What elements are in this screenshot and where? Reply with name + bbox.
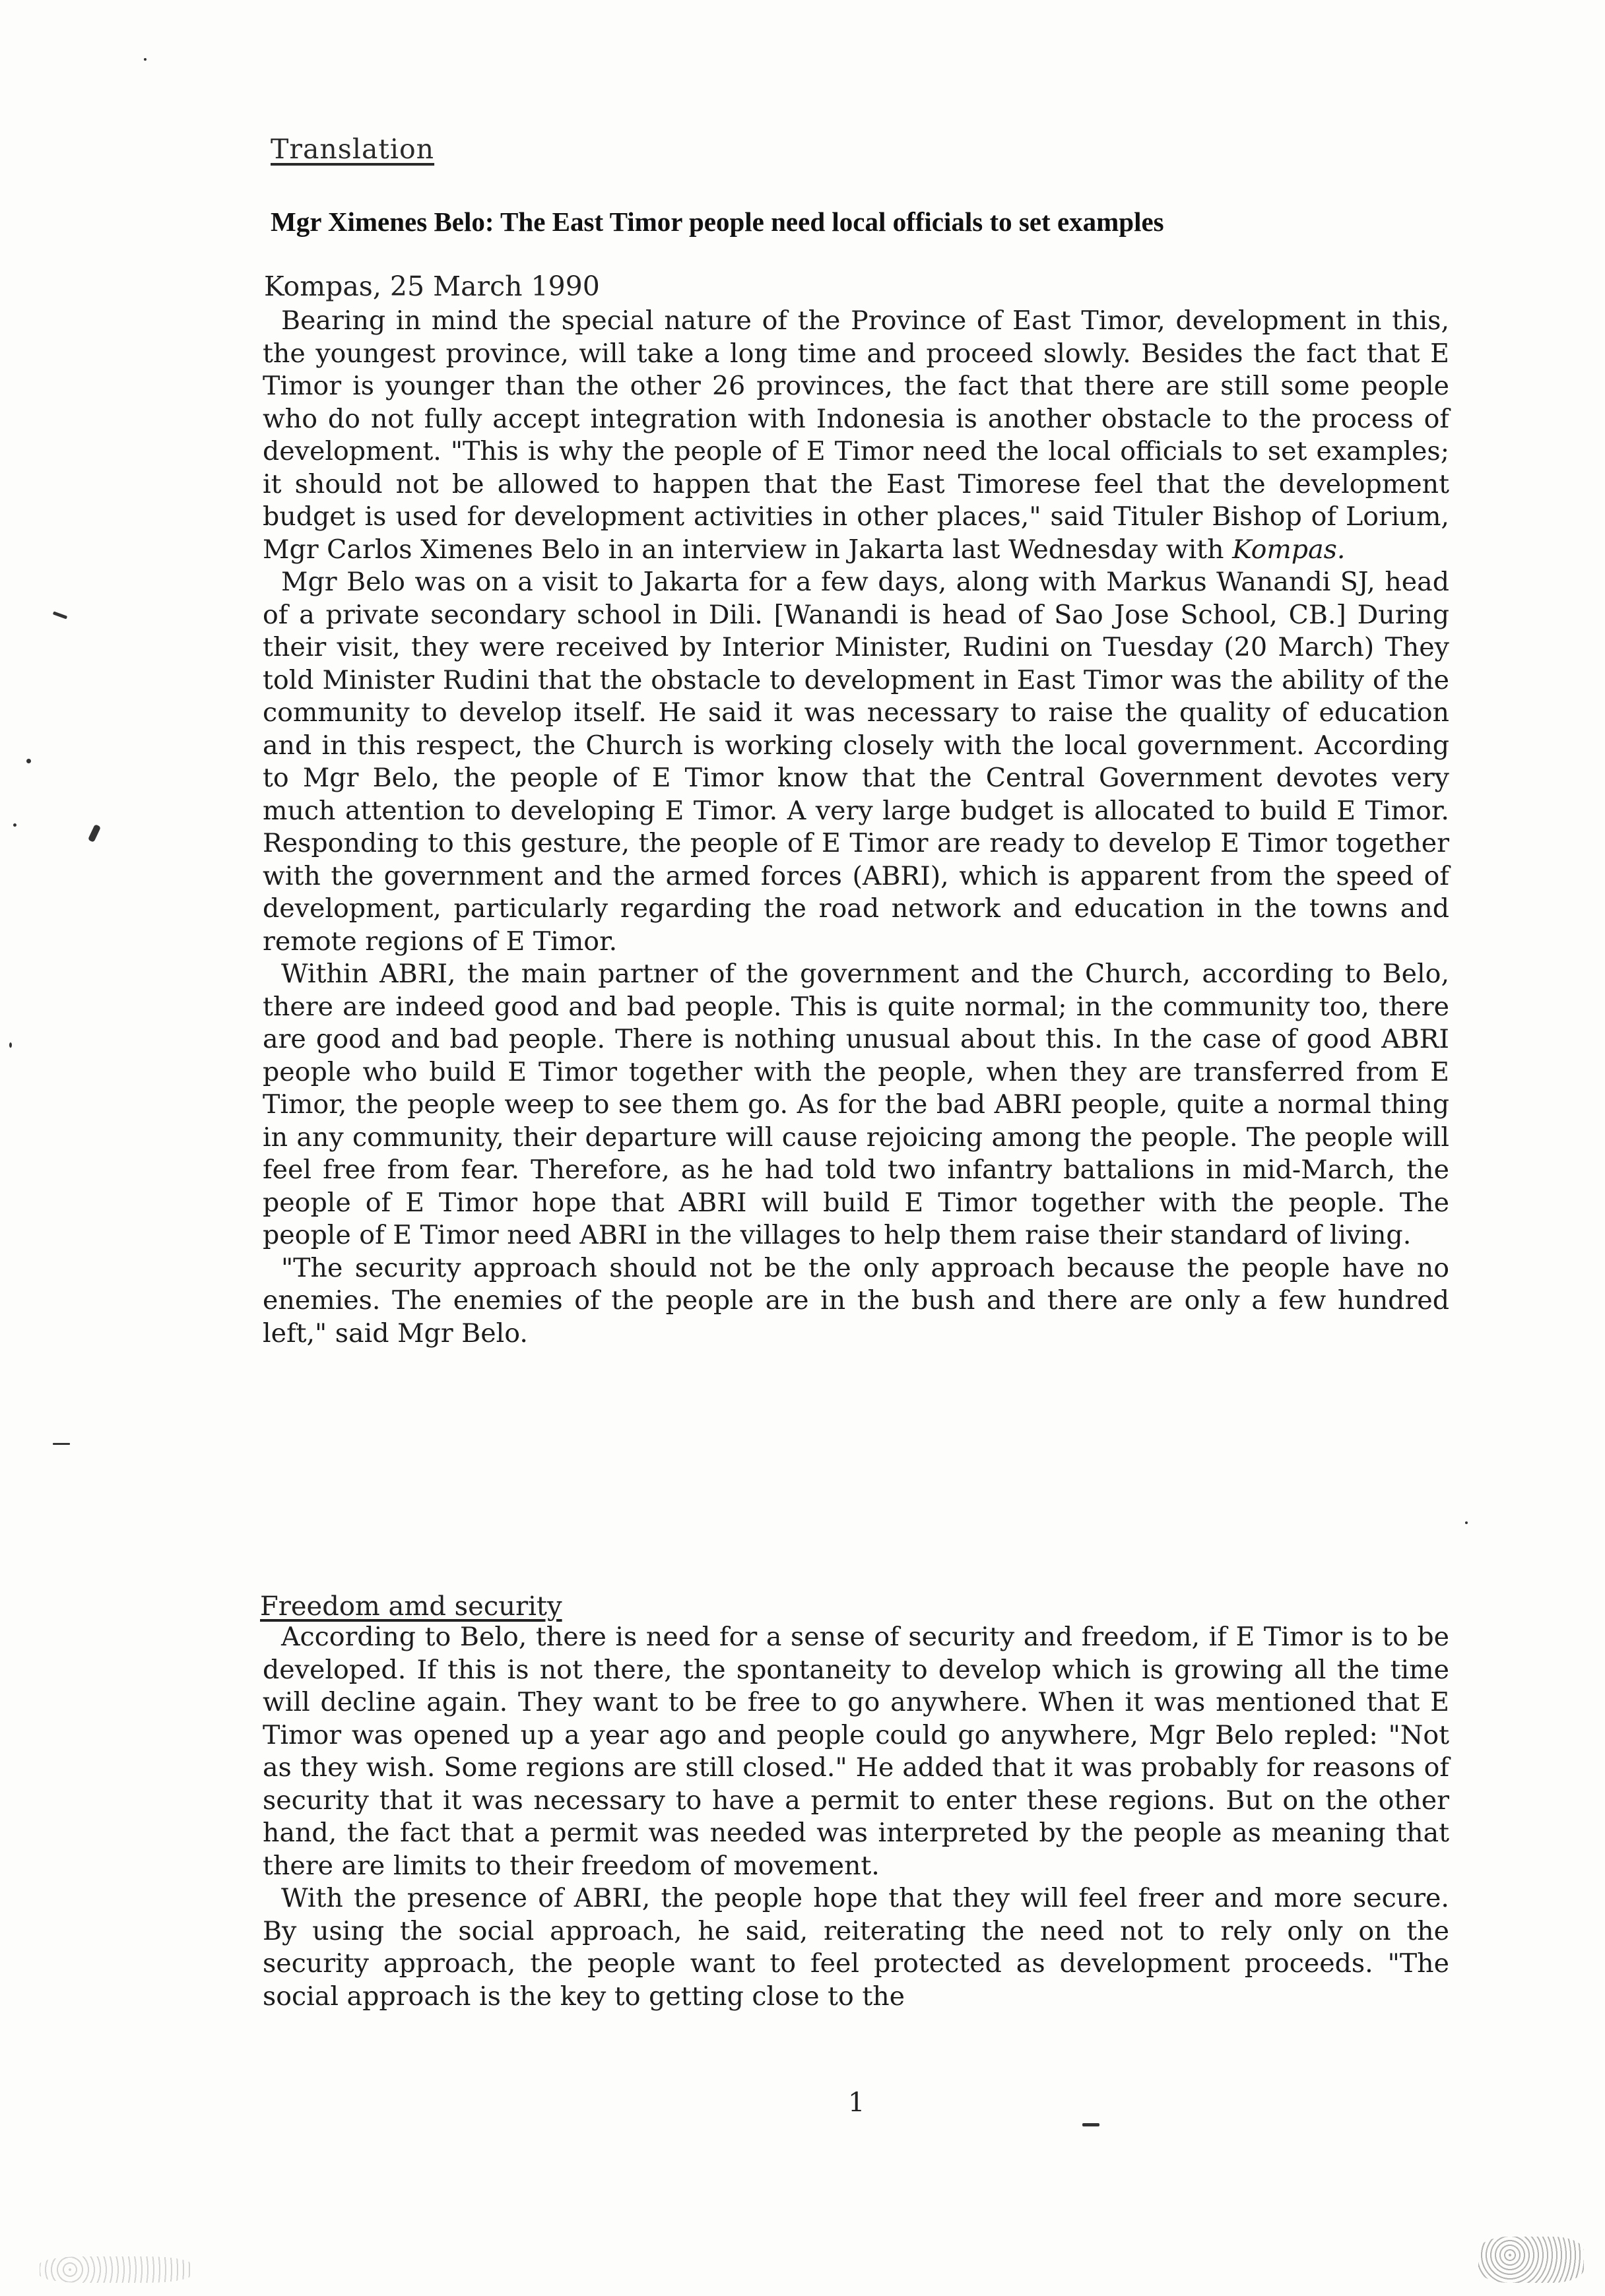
scan-speck bbox=[13, 823, 16, 827]
page-number: 1 bbox=[848, 2088, 865, 2118]
scan-speck bbox=[53, 611, 67, 619]
source-name: Kompas. bbox=[1232, 534, 1346, 565]
scan-speck bbox=[144, 58, 147, 61]
paragraph-4: "The security approach should not be the only approach because the people have no enemies. The enemies of the people are in the bush and there are only a few hundred left," said Mgr Belo. bbox=[263, 1252, 1449, 1349]
paragraph-5: According to Belo, there is need for a sense of security and freedom, if E Timor is to be developed. If this is not there, the spontaneity to develop which is growing all the time will decline again. They want to be free to go anywhere. When it was mentioned that E Timor was opened up a year ago and people could go anywhere, Mgr Belo repled: "Not as they wish. Some regions are still closed." He added that it was probably for reasons of security that it was necessary to have a permit to enter these regions. But on the other hand, the fact that a permit was needed was interpreted by the people as meaning that there are limits to their freedom of movement. bbox=[263, 1622, 1449, 1881]
article-body-part-2 bbox=[263, 1589, 1449, 2013]
section-heading: Freedom amd security bbox=[260, 1591, 562, 1622]
scan-speck bbox=[9, 1042, 12, 1048]
paragraph-3: Within ABRI, the main partner of the government and the Church, according to Belo, there are indeed good and bad people. This is quite normal; in the community too, there are good and bad people. There is nothing unusual about this. In the case of good ABRI people who build E Timor together with the people, when they are transferred from E Timor, the people weep to see them go. As for the bad ABRI people, quite a normal thing in any community, their departure will cause rejoicing among the people. The people will feel free from fear. Therefore, as he had told two infantry battalions in mid-March, the people of E Timor hope that ABRI will build E Timor together with the people. The people of E Timor need ABRI in the villages to help them raise their standard of living. bbox=[263, 959, 1449, 1250]
paragraph-1 bbox=[263, 305, 1449, 566]
scan-speck bbox=[1478, 2237, 1584, 2283]
translation-label: Translation bbox=[271, 133, 435, 165]
dateline: Kompas, 25 March 1990 bbox=[264, 271, 600, 302]
scan-speck bbox=[26, 759, 31, 763]
scan-speck bbox=[40, 2256, 191, 2283]
paragraph-2: Mgr Belo was on a visit to Jakarta for a few days, along with Markus Wanandi SJ, head of a private secondary school in Dili. [Wanandi is head of Sao Jose School, CB.] During their visit, they were received by Interior Minister, Rudini on Tuesday (20 March) They told Minister Rudini that the obstacle to development in East Timor was the ability of the community to develop itself. He said it was necessary to raise the quality of education and in this respect, the Church is working closely with the local government. According to Mgr Belo, the people of E Timor know that the Central Government devotes very much attention to developing E Timor. A very large budget is allocated to build E Timor. Responding to this gesture, the people of E Timor are ready to develop E Timor together with the government and the armed forces (ABRI), which is apparent from the speed of development, particularly regarding the road network and education in the towns and remote regions of E Timor. bbox=[263, 567, 1449, 957]
article-headline: Mgr Ximenes Belo: The East Timor people need local officials to set examples bbox=[271, 207, 1164, 237]
scan-speck bbox=[88, 824, 101, 843]
scan-speck bbox=[1465, 1521, 1468, 1524]
article-body-part-1 bbox=[263, 305, 1449, 1350]
scan-speck bbox=[1082, 2123, 1099, 2126]
scan-speck bbox=[53, 1443, 70, 1445]
paragraph-6: With the presence of ABRI, the people hope that they will feel freer and more secure. By using the social approach, he said, reiterating the need not to rely only on the security approach, the people want to feel protected as development proceeds. "The social approach is the key to getting close to the bbox=[263, 1883, 1449, 2012]
paragraph-1-text: Bearing in mind the special nature of the Province of East Timor, development in this, the youngest province, will take a long time and proceed slowly. Besides the fact that E Timor is younger than the other 26 provinces, the fact that there are still some people who do not fully accept integration with Indonesia is another obstacle to the process of development. "This is why the people of E Timor need the local officials to set examples; it should not be allowed to happen that the East Timorese feel that the development budget is used for development activities in other places," said Tituler Bishop of Lorium, Mgr Carlos Ximenes Belo in an interview in Jakarta last Wednesday with bbox=[263, 305, 1449, 565]
